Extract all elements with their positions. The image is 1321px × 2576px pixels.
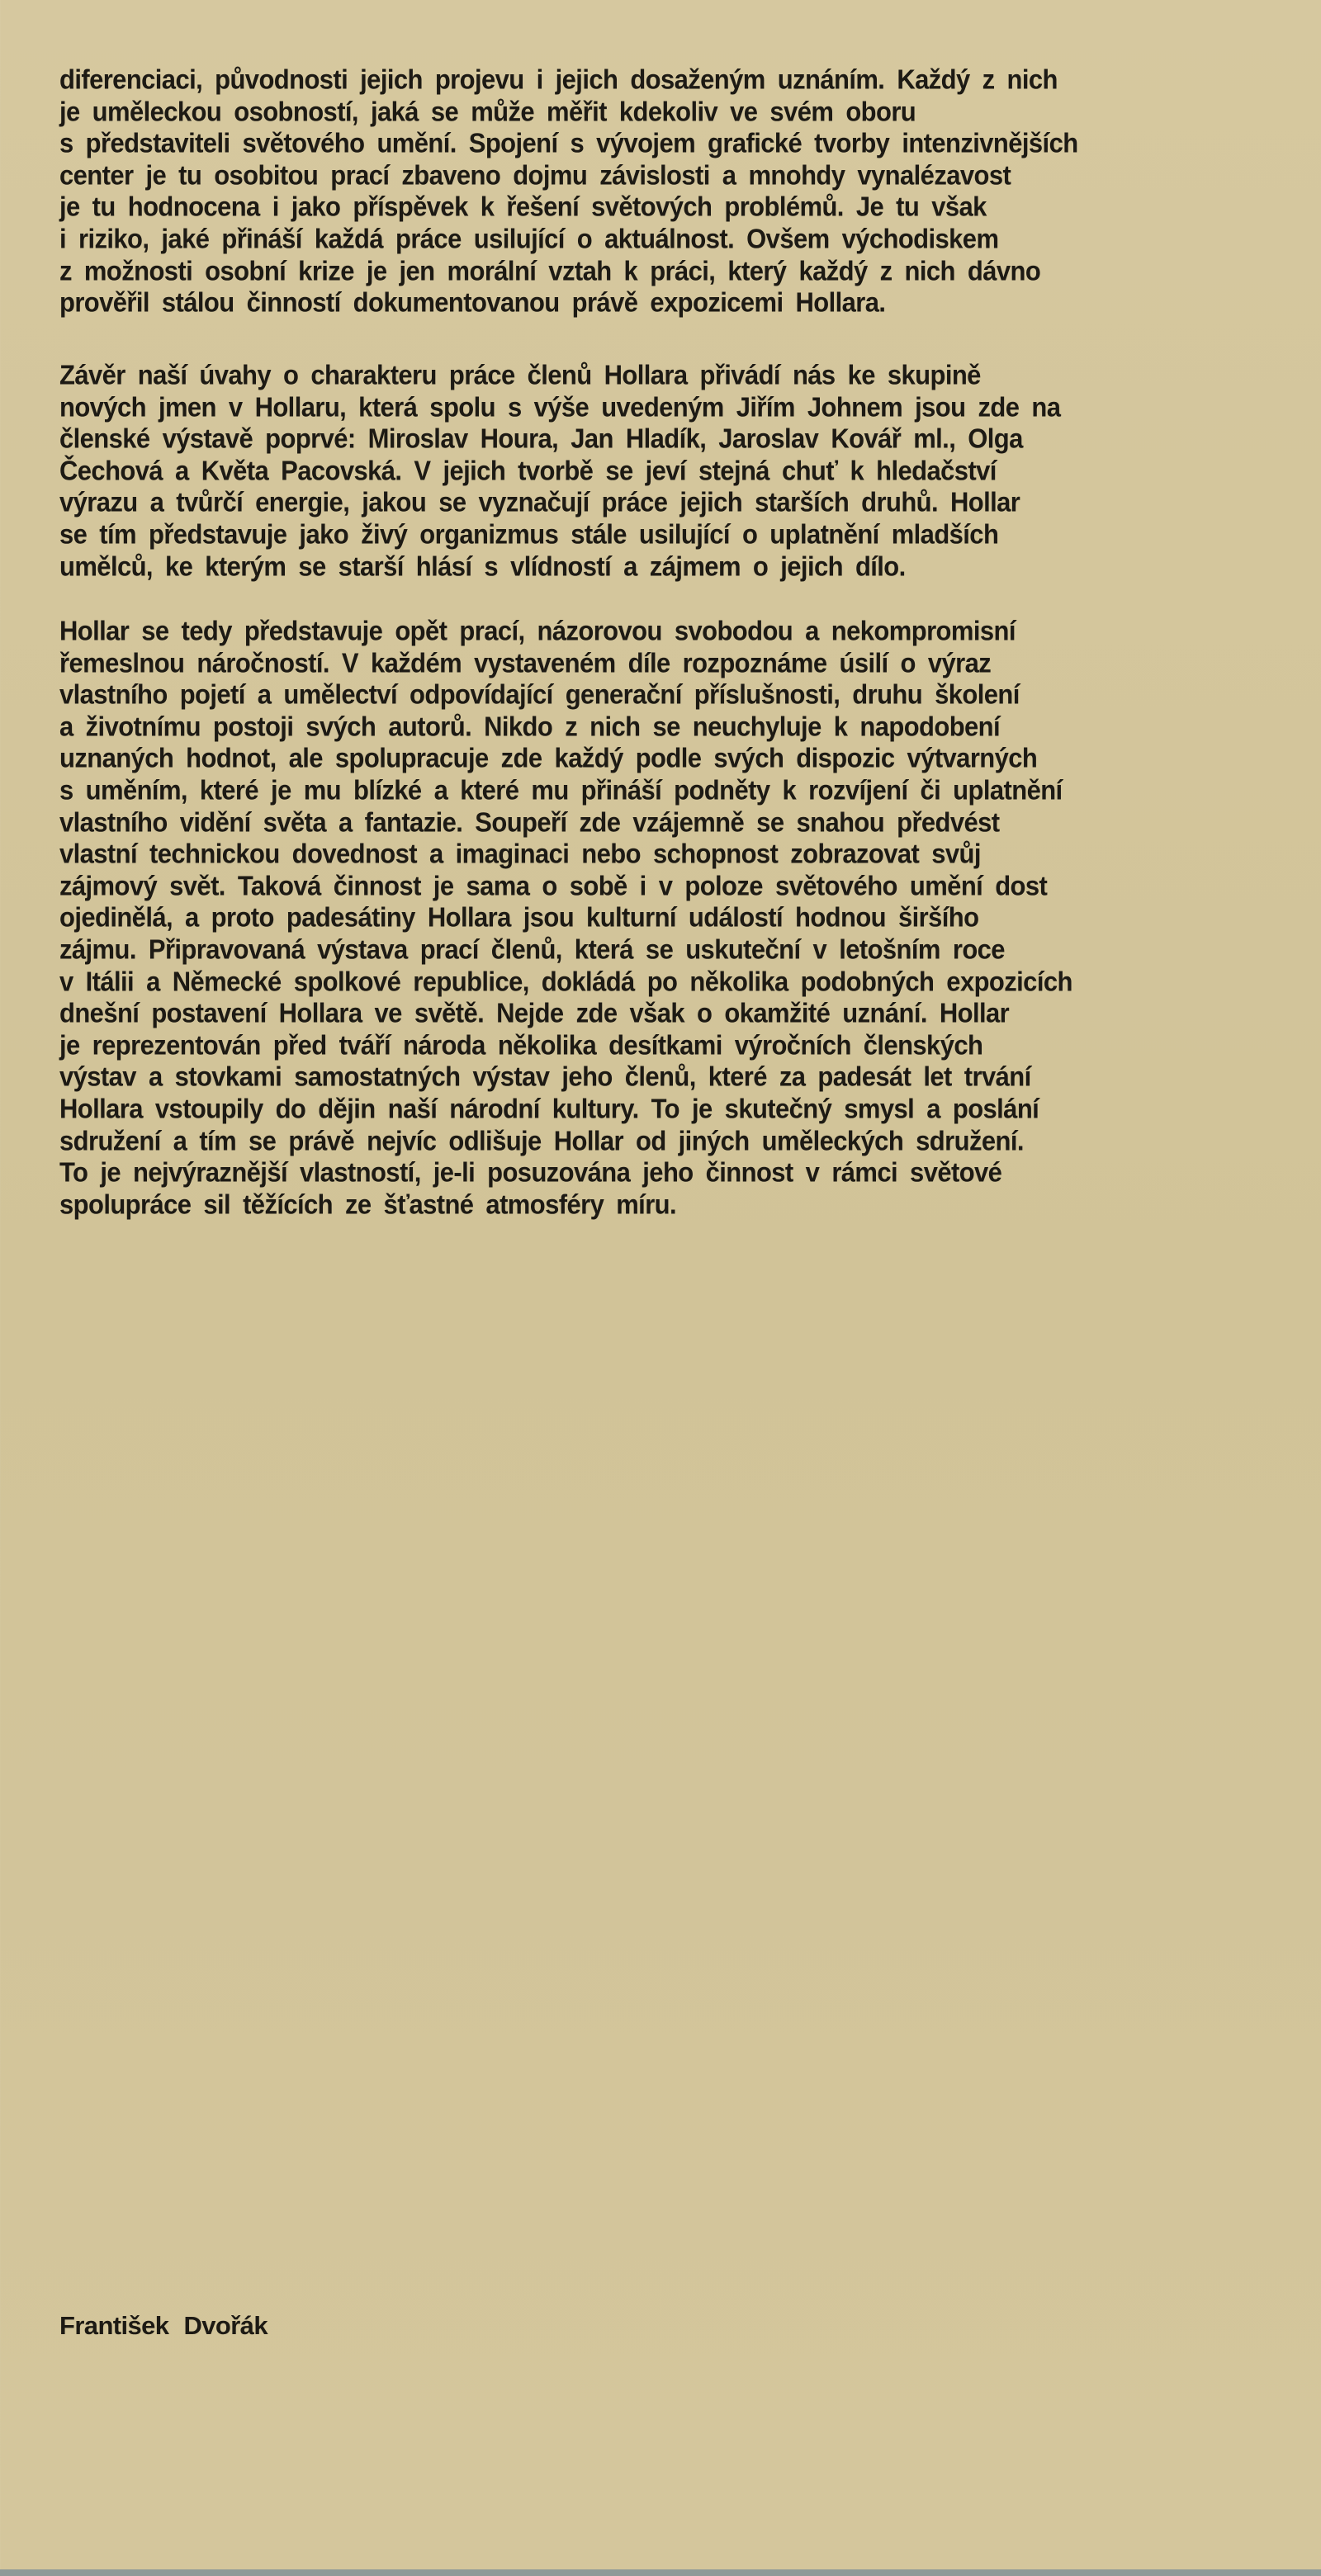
text-line: a životnímu postoji svých autorů. Nikdo z nich se neuchyluje k napodobení <box>59 710 1001 742</box>
text-line: se tím představuje jako živý organizmus stále usilující o uplatnění mladších <box>59 518 999 550</box>
text-line: vlastního pojetí a umělectví odpovídající generační příslušnosti, druhu školení <box>59 678 1020 711</box>
text-line: uznaných hodnot, ale spolupracuje zde každý podle svých dispozic výtvarných <box>59 742 1038 774</box>
text-line: sdružení a tím se právě nejvíc odlišuje Hollar od jiných uměleckých sdružení. <box>59 1124 1024 1156</box>
text-line: v Itálii a Německé spolkové republice, dokládá po několika podobných expozicích <box>59 965 1072 997</box>
text-line: umělců, ke kterým se starší hlásí s vlídností a zájmem o jejich dílo. <box>59 550 906 582</box>
text-line: prověřil stálou činností dokumentovanou právě expozicemi Hollara. <box>59 286 886 319</box>
page-bottom-edge <box>0 2569 1321 2576</box>
text-line: dnešní postavení Hollara ve světě. Nejde zde však o okamžité uznání. Hollar <box>59 997 1010 1029</box>
text-line: spolupráce sil těžících ze šťastné atmosféry míru. <box>59 1188 677 1220</box>
paragraph-1 <box>59 63 1298 318</box>
text-line: Čechová a Květa Pacovská. V jejich tvorbě se jeví stejná chuť k hledačství <box>59 454 997 486</box>
text-line: výrazu a tvůrčí energie, jakou se vyznačují práce jejich starších druhů. Hollar <box>59 486 1020 518</box>
text-line: zájmový svět. Taková činnost je sama o sobě i v poloze světového umění dost <box>59 869 1048 901</box>
text-line: vlastního vidění světa a fantazie. Soupeří zde vzájemně se snahou předvést <box>59 806 1000 838</box>
text-line: vlastní technickou dovednost a imaginaci nebo schopnost zobrazovat svůj <box>59 838 981 870</box>
paragraph-3 <box>59 614 1298 1219</box>
text-line: ojedinělá, a proto padesátiny Hollara jsou kulturní událostí hodnou širšího <box>59 901 979 934</box>
text-line: Hollar se tedy představuje opět prací, názorovou svobodou a nekompromisní <box>59 615 1016 646</box>
text-line: je tu hodnocena i jako příspěvek k řešení světových problémů. Je tu však <box>59 191 987 223</box>
text-line: Závěr naší úvahy o charakteru práce členů Hollara přivádí nás ke skupině <box>59 359 981 390</box>
text-line: zájmu. Připravovaná výstava prací členů, která se uskuteční v letošním roce <box>59 934 1005 965</box>
text-line: Hollara vstoupily do dějin naší národní kultury. To je skutečný smysl a poslání <box>59 1092 1039 1124</box>
text-line: je reprezentován před tváří národa několika desítkami výročních členských <box>59 1028 983 1061</box>
author-signature: František Dvořák <box>59 2311 268 2340</box>
text-line: s uměním, které je mu blízké a které mu přináší podněty k rozvíjení či uplatnění <box>59 774 1063 806</box>
text-line: i riziko, jaké přináší každá práce usilující o aktuálnost. Ovšem východiskem <box>59 223 999 254</box>
text-line: nových jmen v Hollaru, která spolu s výše uvedeným Jiřím Johnem jsou zde na <box>59 390 1061 423</box>
paragraph-2 <box>59 358 1298 581</box>
text-line: To je nejvýraznější vlastností, je-li posuzována jeho činnost v rámci světové <box>59 1156 1002 1188</box>
text-line: diferenciaci, původnosti jejich projevu i jejich dosaženým uznáním. Každý z nich <box>59 64 1058 95</box>
text-line: členské výstavě poprvé: Miroslav Houra, Jan Hladík, Jaroslav Kovář ml., Olga <box>59 423 1023 455</box>
text-line: z možnosti osobní krize je jen morální vztah k práci, který každý z nich dávno <box>59 254 1041 286</box>
text-line: řemeslnou náročností. V každém vystaveném díle rozpoznáme úsilí o výraz <box>59 646 992 678</box>
text-line: center je tu osobitou prací zbaveno dojmu závislosti a mnohdy vynalézavost <box>59 158 1011 191</box>
text-line: s představiteli světového umění. Spojení s vývojem grafické tvorby intenzivnějších <box>59 127 1078 159</box>
text-line: je uměleckou osobností, jaká se může měřit kdekoliv ve svém oboru <box>59 95 916 127</box>
text-line: výstav a stovkami samostatných výstav jeho členů, které za padesát let trvání <box>59 1061 1031 1093</box>
